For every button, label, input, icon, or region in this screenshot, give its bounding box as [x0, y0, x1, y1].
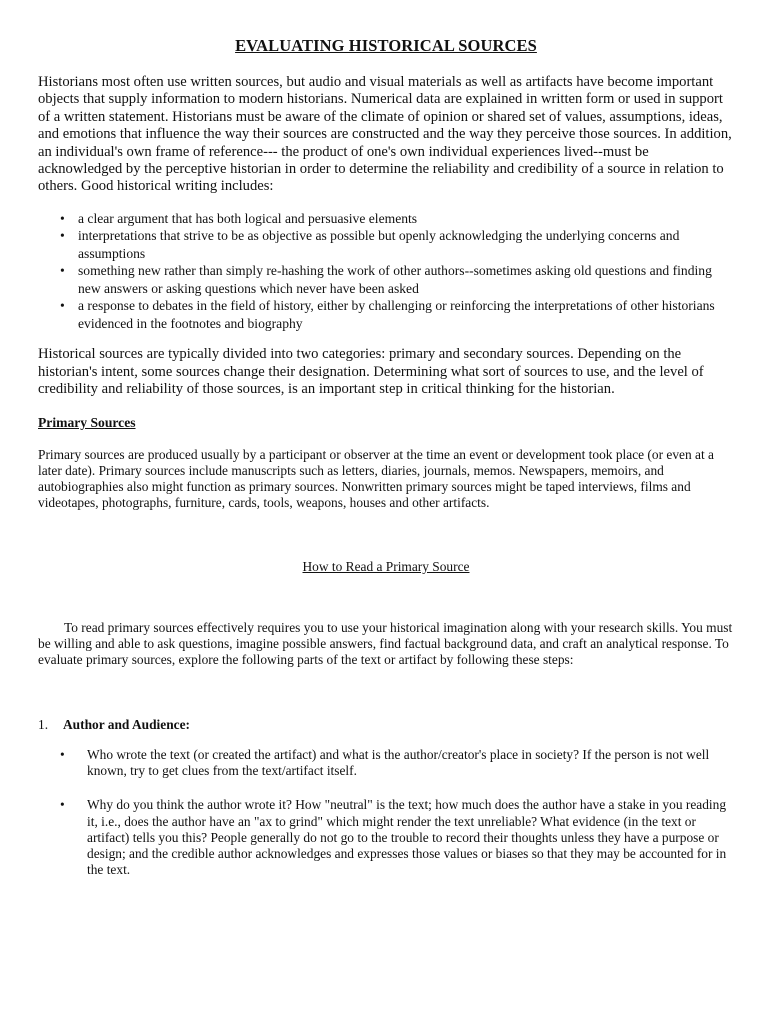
intro-paragraph: Historians most often use written sources, but audio and visual materials as well as artifacts have become important objects that supply information to modern historians. Numerical data are explained in written form or used in support of a written statement. Historians must be aware of the climate of opinion or shared set of values, assumptions, ideas, and emotions that influence the way their sources are constructed and the way they perceive those sources. In addition, an individual's own frame of reference--- the product of one's own individual experiences lived--must be acknowledged by the perceptive historian in order to determine the reliability and credibility of a source in relation to others. Good historical writing includes: [38, 74, 732, 195]
primary-sources-heading: Primary Sources [38, 414, 136, 430]
step-questions-list [38, 747, 734, 878]
good-writing-list [38, 210, 734, 333]
step-label: Author and Audience: [63, 717, 190, 733]
document-page [38, 36, 734, 896]
list-item [38, 227, 734, 262]
bullet-icon: • [60, 298, 65, 314]
bullet-icon: • [60, 210, 65, 226]
bullet-icon: • [60, 228, 65, 244]
list-item [38, 262, 734, 297]
list-item-text: a clear argument that has both logical and persuasive elements [78, 210, 418, 226]
primary-sources-paragraph: Primary sources are produced usually by a participant or observer at the time an event or development took place (or even at a later date). Primary sources include manuscripts such as letters, diaries, journals, memos. Newspapers, memoirs, and autobiographies also might function as primary sources. Nonwritten primary sources might be taped interviews, films and videotapes, photographs, furniture, cards, tools, weapons, houses and other artifacts. [38, 446, 714, 510]
list-item [38, 210, 734, 228]
list-item [38, 747, 734, 779]
step-heading [38, 717, 734, 733]
list-item [38, 797, 734, 877]
page-title: EVALUATING HISTORICAL SOURCES [235, 36, 537, 55]
list-item-text: Why do you think the author wrote it? How "neutral" is the text; how much does the author have a stake in you reading it, i.e., does the author have an "ax to grind" which might render the text unreliable? What evidence (in the text or artifact) tells you this? People generally do not go to the trouble to record their thoughts unless they have a purpose or design; and the credible author acknowledges and expresses those values or biases so that they may be accounted for in the text. [87, 797, 727, 877]
bullet-icon: • [60, 747, 65, 763]
list-item-text: something new rather than simply re-hashing the work of other authors--sometimes asking old questions and finding new answers or asking questions which never have been asked [78, 263, 712, 296]
list-item-text: a response to debates in the field of history, either by challenging or reinforcing the interpretations of other historians evidenced in the footnotes and biography [78, 298, 715, 331]
list-item-text: Who wrote the text (or created the artifact) and what is the author/creator's place in society? If the person is not well known, try to get clues from the text/artifact itself. [87, 747, 710, 779]
list-item [38, 297, 734, 332]
how-to-read-paragraph: To read primary sources effectively requires you to use your historical imagination along with your research skills. You must be willing and able to ask questions, imagine possible answers, find factual background data, and craft an analytical response. To evaluate primary sources, explore the following parts of the text or artifact by following these steps: [38, 619, 733, 668]
bullet-icon: • [60, 797, 65, 813]
categories-paragraph: Historical sources are typically divided into two categories: primary and secondary sources. Depending on the historian's intent, some sources change their designation. Determining what sort of sources to use, and the level of credibility and reliability of those sources, is an important step in critical thinking for the historian. [38, 346, 704, 398]
how-to-read-heading: How to Read a Primary Source [302, 558, 470, 574]
step-number: 1. [38, 717, 49, 733]
list-item-text: interpretations that strive to be as objective as possible but openly acknowledging the underlying concerns and assumptions [78, 228, 680, 261]
bullet-icon: • [60, 263, 65, 279]
